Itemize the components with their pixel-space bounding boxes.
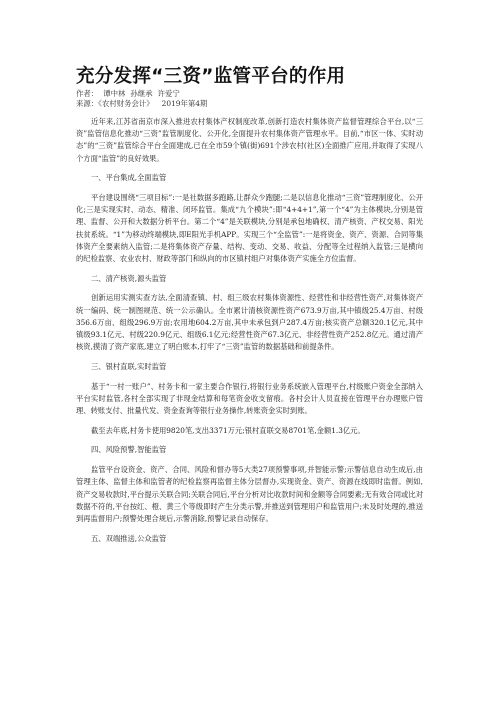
source-journal: 《农村财务会计》 <box>98 99 154 108</box>
source-issue: 2019年第4期 <box>161 99 208 108</box>
section-heading: 二、清产核资,源头监管 <box>91 273 167 283</box>
article-body <box>76 116 423 552</box>
body-paragraph: 创新运用实测实查方法,全面清查镇、村、组三级农村集体资源性、经营性和非经营性资产,对集体资产统一编码、统一制图规范、统一公示确认。全市累计清核资源性资产673.9万亩,其中镇级25.4万亩、村级356.6万亩、组级296.9万亩;农用地604.2万亩,其中未承包到户287.4万亩;核实资产总额320.1亿元,其中镇级93.1亿元、村级220.9亿元、组级6.1亿元;经营性资产67.3亿元、非经营性资产252.8亿元。通过清产核资,摸清了资产家底,建立了明白账本,打牢了“三资”监管的数据基础和前提条件。 <box>76 293 423 352</box>
section-heading: 四、风险预警,智能监管 <box>91 445 167 455</box>
author-name: 谭中林 <box>103 89 126 98</box>
body-paragraph: 截至去年底,村务卡使用9820笔,支出3371万元;银村直联交易8701笔,金额1.3亿元。 <box>91 425 365 435</box>
section-heading: 三、银村直联,实时监管 <box>91 361 167 371</box>
article-authors <box>76 89 185 99</box>
author-name: 许爱宁 <box>157 89 180 98</box>
body-paragraph: 基于“一村一账户”、村务卡和一家主要合作银行,将银行业务系统嵌入管理平台,村级账户资金全部纳入平台实时监管,各村全部实现了非现金结算和每笔资金收支留痕。各村会计人员直接在管理平台办理账户管理、转账支付、批量代发、资金查询等银行业务操作,转账资金实时到账。 <box>76 381 423 416</box>
article-title: 充分发挥“三资”监管平台的作用 <box>76 66 346 87</box>
source-label: 来源： <box>76 99 99 108</box>
section-heading: 一、平台集成,全面监管 <box>91 173 167 183</box>
body-paragraph: 监管平台设资金、资产、合同、风险和督办等5大类27项预警事项,并智能示警;示警信息自动生成后,由管理主体、监督主体和监管者的纪检监察再监督主体分层督办,实现资金、资产、资源在线即时监督。例如,资产交易收款时,平台提示关联合同;关联合同后,平台分析对比收款时间和金额等合同要素;无有效合同或比对数据不符的,平台按红、橙、黄三个等级即时产生分类示警,并推送到管理用户和监管用户;未及时处理的,推送到再监督用户;预警处理合规后,示警消除,预警记录自动保存。 <box>76 465 423 523</box>
article-source <box>76 99 212 109</box>
intro-paragraph: 近年来,江苏省南京市深入推进农村集体产权制度改革,创新打造农村集体资产监督管理综合平台,以“三资”监管信息化推动“三资”监管制度化、公开化,全面提升农村集体资产管理水平。目前,“市区一体、实时动态”的“三资”监管综合平台全面建成,已在全市59个镇(街)691个涉农村(社区)全面推广应用,并取得了实现八个方面“监管”的良好效果。 <box>76 117 423 163</box>
body-paragraph: 平台建设围绕“三项目标”:一是社数据多跑路,让群众少跑腿;二是以信息化推动“三资”管理制度化、公开化;三是实现实时、动态、精准、闭环监管。集成“九个模块”:即“4+4+1”,第一个“4”为主体模块,分别是管理、监督、公开和大数据分析平台。第二个“4”是关联模块,分别是承包地确权、清产核资、产权交易、阳光扶贫系统。“1”为移动终端模块,即E阳光手机APP。实现三个“全监管”:一是将资金、资产、资源、合同等集体资产全要素纳入监管;二是将集体资产存量、结构、变动、交易、收益、分配等全过程纳入监管;三是横向的纪检监察、农业农村、财政等部门和纵向的市区镇村组户对集体资产实施全方位监督。 <box>76 193 423 264</box>
authors-label: 作者： <box>76 89 99 98</box>
section-heading: 五、双端推送,公众监管 <box>91 533 167 543</box>
author-name: 孙继承 <box>130 89 153 98</box>
